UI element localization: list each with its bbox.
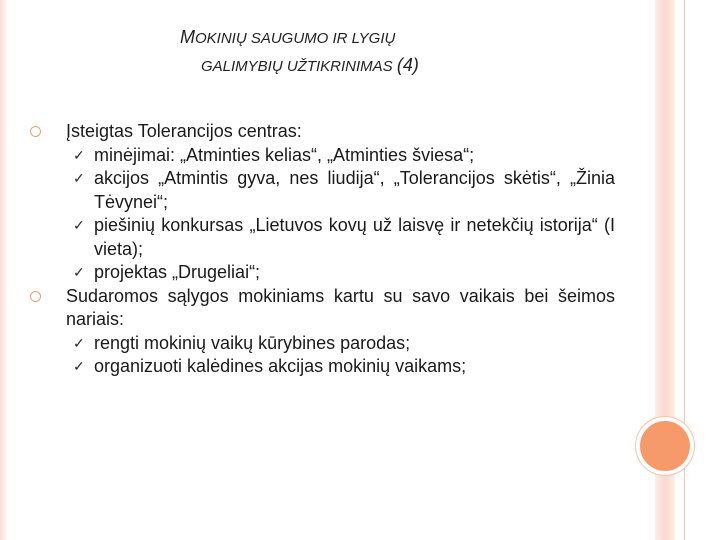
- sub-item: [30, 144, 615, 168]
- left-decor-bar: [0, 0, 8, 540]
- checkmark-icon: ✓: [73, 217, 85, 233]
- title-cap-letter: M: [180, 27, 195, 47]
- slide-title: [180, 24, 480, 80]
- sub-item-text: piešinių konkursas „Lietuvos kovų už laisvę ir netekčių istorija“ (I vieta);: [94, 215, 615, 259]
- sub-item: [30, 261, 615, 285]
- sub-item-text: akcijos „Atmintis gyva, nes liudija“, „Tolerancijos skėtis“, „Žinia Tėvynei“;: [94, 168, 615, 212]
- slide-content: [30, 120, 615, 379]
- sub-item: [30, 214, 615, 261]
- bullet-text: Įsteigtas Tolerancijos centras:: [66, 121, 302, 141]
- circle-bullet-icon: [30, 291, 41, 302]
- title-number: (4): [396, 55, 419, 75]
- decor-circle: [640, 421, 690, 471]
- checkmark-icon: ✓: [73, 358, 85, 374]
- bullet-text: Sudaromos sąlygos mokiniams kartu su savo vaikais bei šeimos nariais:: [66, 285, 615, 329]
- sub-item-text: minėjimai: „Atminties kelias“, „Atminties šviesa“;: [94, 144, 475, 165]
- checkmark-icon: ✓: [73, 170, 85, 186]
- sub-item-text: organizuoti kalėdines akcijas mokinių vaikams;: [94, 356, 467, 376]
- checkmark-icon: ✓: [73, 146, 85, 163]
- checkmark-icon: ✓: [73, 334, 85, 351]
- sub-item: [30, 332, 615, 356]
- title-line1: OKINIŲ SAUGUMO IR LYGIŲ: [195, 30, 396, 47]
- sub-item: [30, 355, 615, 379]
- title-line2: GALIMYBIŲ UŽTIKRINIMAS: [201, 58, 393, 75]
- sub-item-text: projektas „Drugeliai“;: [94, 262, 261, 282]
- sub-item-text: rengti mokinių vaikų kūrybines parodas;: [94, 332, 411, 353]
- bullet-item: [30, 120, 615, 144]
- checkmark-icon: ✓: [73, 264, 85, 280]
- sub-item: [30, 167, 615, 214]
- circle-bullet-icon: [30, 126, 41, 137]
- bullet-item: [30, 285, 615, 332]
